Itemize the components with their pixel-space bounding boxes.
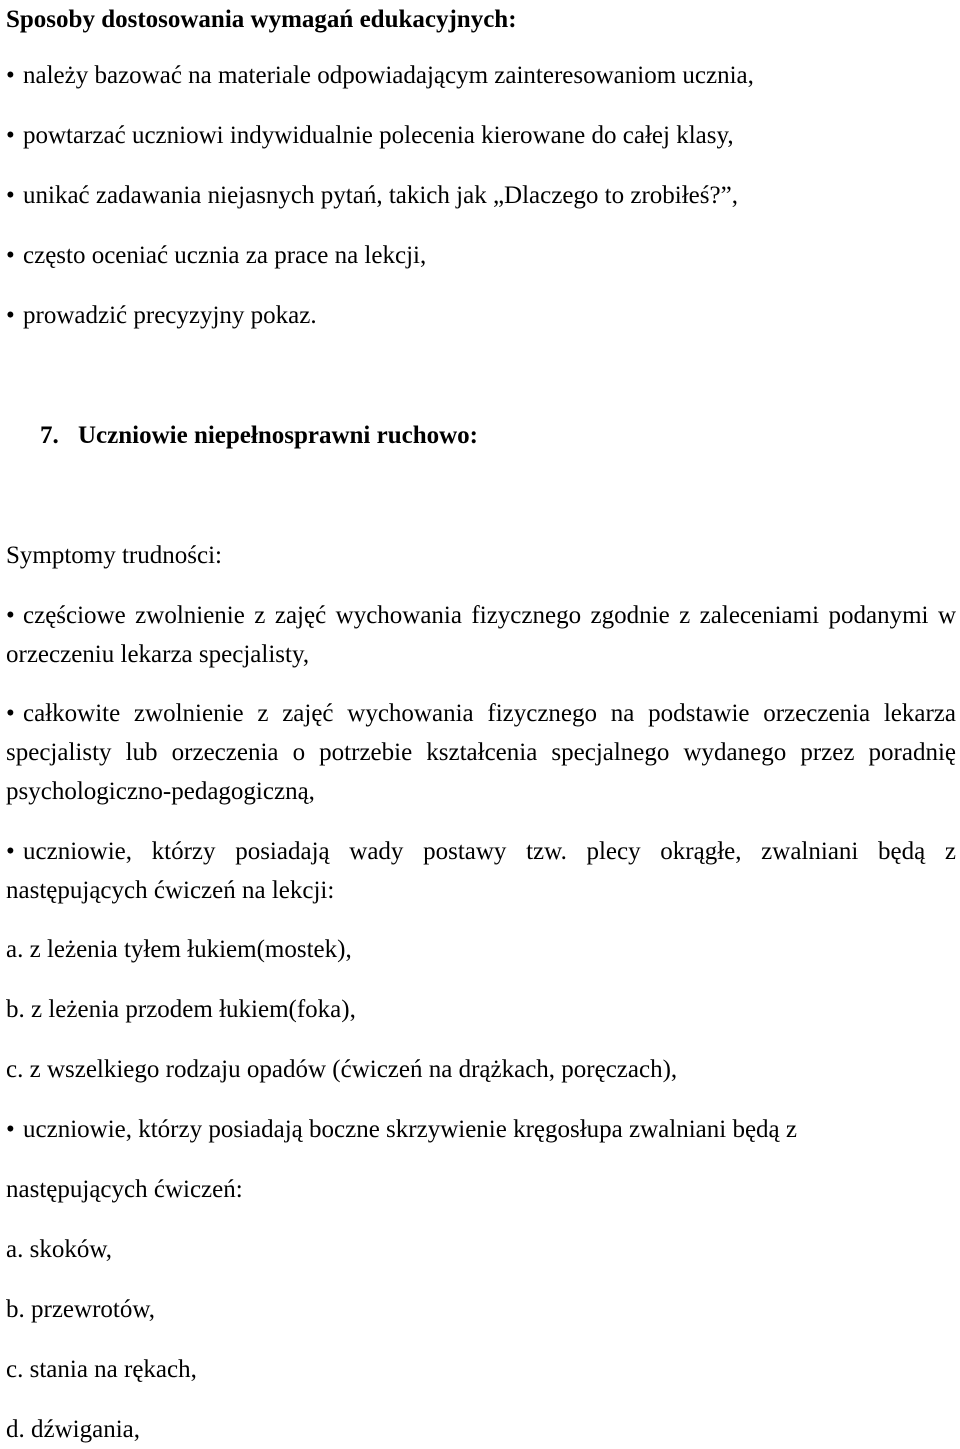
exercise-item: b. przewrotów, [6,1296,156,1323]
bullet-icon: • [6,602,15,629]
list-item [6,236,426,275]
list-item-text: unikać zadawania niejasnych pytań, takich jak „Dlaczego to zrobiłeś?”, [23,182,738,209]
bullet-icon: • [6,838,15,865]
page-title: Sposoby dostosowania wymagań edukacyjnych: [6,6,517,33]
bullet-icon: • [6,122,15,149]
bullet-icon: • [6,700,15,727]
list-item-text: uczniowie, którzy posiadają wady postawy tzw. plecy okrągłe, zwalniani będą z następujących ćwiczeń na lekcji: [6,838,956,904]
list-item-text: powtarzać uczniowi indywidualnie polecenia kierowane do całej klasy, [23,122,734,149]
section-heading-text: Uczniowie niepełnosprawni ruchowo: [78,422,478,449]
exercise-item: b. z leżenia przodem łukiem(foka), [6,996,356,1023]
list-item-text: uczniowie, którzy posiadają boczne skrzywienie kręgosłupa zwalniani będą z [23,1116,797,1143]
symptoms-label: Symptomy trudności: [6,542,222,569]
list-item [6,832,956,910]
bullet-icon: • [6,182,15,209]
list-item-continuation: następujących ćwiczeń: [6,1176,243,1203]
exercise-item: a. skoków, [6,1236,113,1263]
list-item-text: całkowite zwolnienie z zajęć wychowania fizycznego na podstawie orzeczenia lekarza specjalisty lub orzeczenia o potrzebie kształcenia specjalnego wydanego przez poradnię psychologiczno-pedagogiczną, [6,700,956,805]
list-item [6,1110,797,1149]
list-item [6,694,956,811]
list-item-text: często oceniać ucznia za prace na lekcji, [23,242,427,269]
list-item [6,116,734,155]
exercise-item: c. stania na rękach, [6,1356,197,1383]
list-item [6,176,738,215]
bullet-icon: • [6,242,15,269]
exercise-item: c. z wszelkiego rodzaju opadów (ćwiczeń na drążkach, poręczach), [6,1056,678,1083]
list-item [6,296,317,335]
bullet-icon: • [6,62,15,89]
list-item-text: należy bazować na materiale odpowiadającym zainteresowaniom ucznia, [23,62,754,89]
list-item [6,596,956,674]
list-item [6,56,754,95]
section-number: 7. [40,422,59,449]
bullet-icon: • [6,1116,15,1143]
list-item-text: prowadzić precyzyjny pokaz. [23,302,317,329]
exercise-item: d. dźwigania, [6,1416,140,1443]
list-item-text: częściowe zwolnienie z zajęć wychowania fizycznego zgodnie z zaleceniami podanymi w orzeczeniu lekarza specjalisty, [6,602,956,668]
section-heading [40,416,478,455]
exercise-item: a. z leżenia tyłem łukiem(mostek), [6,936,352,963]
bullet-icon: • [6,302,15,329]
